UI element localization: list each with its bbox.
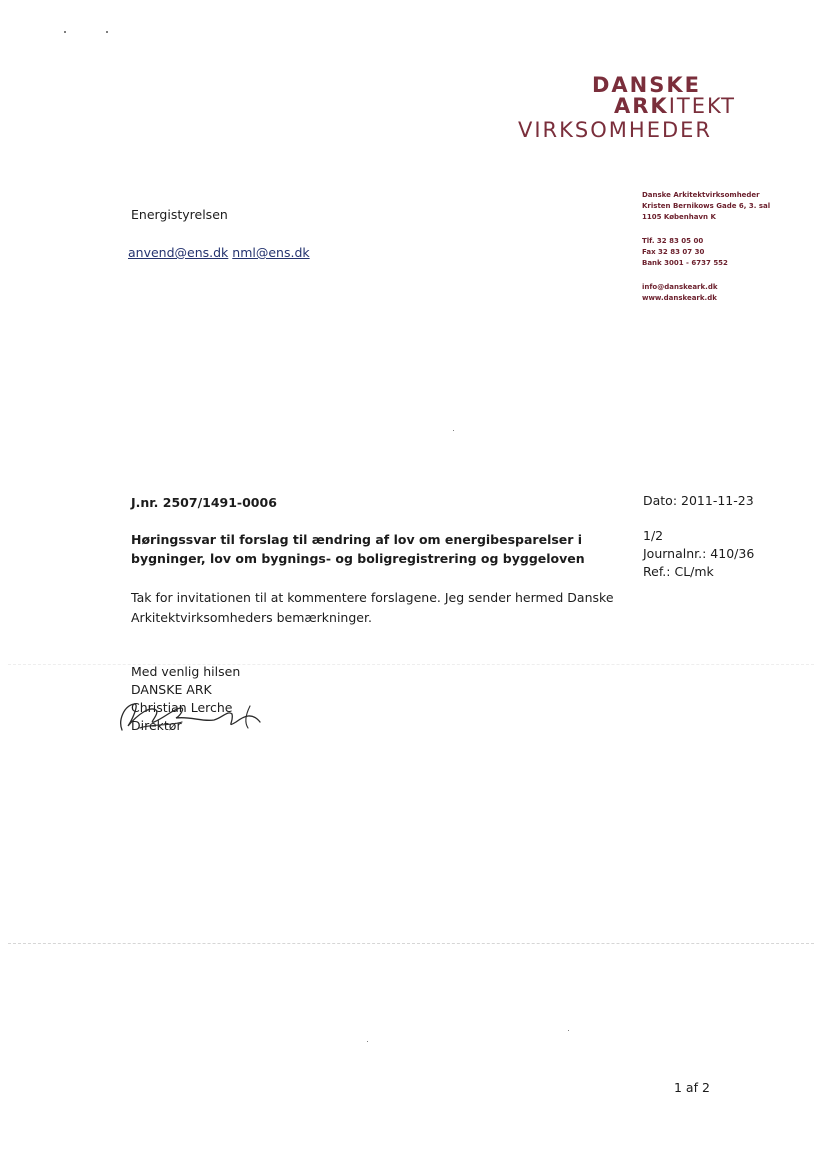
journal-number: Journalnr.: 410/36 — [643, 546, 755, 561]
reference: Ref.: CL/mk — [643, 564, 714, 579]
recipient-emails — [128, 245, 310, 260]
recipient-email-link-2[interactable]: nml@ens.dk — [232, 245, 310, 260]
page-indicator: 1/2 — [643, 528, 664, 543]
signer-name: Christian Lerche — [131, 700, 233, 715]
body-paragraph — [131, 588, 614, 628]
page-number: 1 af 2 — [674, 1080, 710, 1095]
logo-line-1: DANSKE — [592, 73, 702, 97]
case-number: J.nr. 2507/1491-0006 — [131, 495, 277, 510]
scan-speck — [64, 31, 66, 33]
logo-line-3: VIRKSOMHEDER — [518, 118, 712, 142]
sender-street: Kristen Bernikows Gade 6, 3. sal — [642, 202, 771, 210]
paragraph-line-2: Arkitektvirksomheders bemærkninger. — [131, 610, 372, 625]
sender-contact — [642, 236, 728, 269]
closing-org: DANSKE ARK — [131, 682, 212, 697]
logo-line-2 — [614, 96, 736, 117]
sender-phone: Tlf. 32 83 05 00 — [642, 237, 704, 245]
logo-line-2-bold: ARK — [614, 94, 669, 118]
scan-line-lower — [8, 943, 814, 944]
scan-line-upper — [8, 664, 814, 665]
sender-web: www.danskeark.dk — [642, 294, 717, 302]
sender-online — [642, 282, 718, 304]
recipient-name: Energistyrelsen — [131, 207, 228, 222]
scan-speck — [367, 1041, 368, 1042]
sender-fax: Fax 32 83 07 30 — [642, 248, 705, 256]
sender-bank: Bank 3001 - 6737 552 — [642, 259, 728, 267]
sender-city: 1105 København K — [642, 213, 716, 221]
logo-line-2-rest: ITEKT — [668, 94, 736, 118]
signer-title: Direktør — [131, 718, 182, 733]
sender-email: info@danskeark.dk — [642, 283, 718, 291]
scan-speck — [453, 430, 454, 431]
subject-line-1: Høringssvar til forslag til ændring af lov om energibesparelser i — [131, 532, 583, 547]
sender-name: Danske Arkitektvirksomheder — [642, 191, 760, 199]
sender-address — [642, 190, 770, 223]
subject-line-2: bygninger, lov om bygnings- og boligregistrering og byggeloven — [131, 551, 585, 566]
recipient-email-link-1[interactable]: anvend@ens.dk — [128, 245, 229, 260]
letter-date: Dato: 2011-11-23 — [643, 493, 754, 508]
handwritten-signature — [110, 692, 270, 742]
paragraph-line-1: Tak for invitationen til at kommentere forslagene. Jeg sender hermed Danske — [131, 590, 614, 605]
scan-speck — [106, 31, 108, 33]
closing-greeting: Med venlig hilsen — [131, 664, 241, 679]
subject-heading — [131, 530, 585, 568]
scan-speck — [568, 1030, 569, 1031]
